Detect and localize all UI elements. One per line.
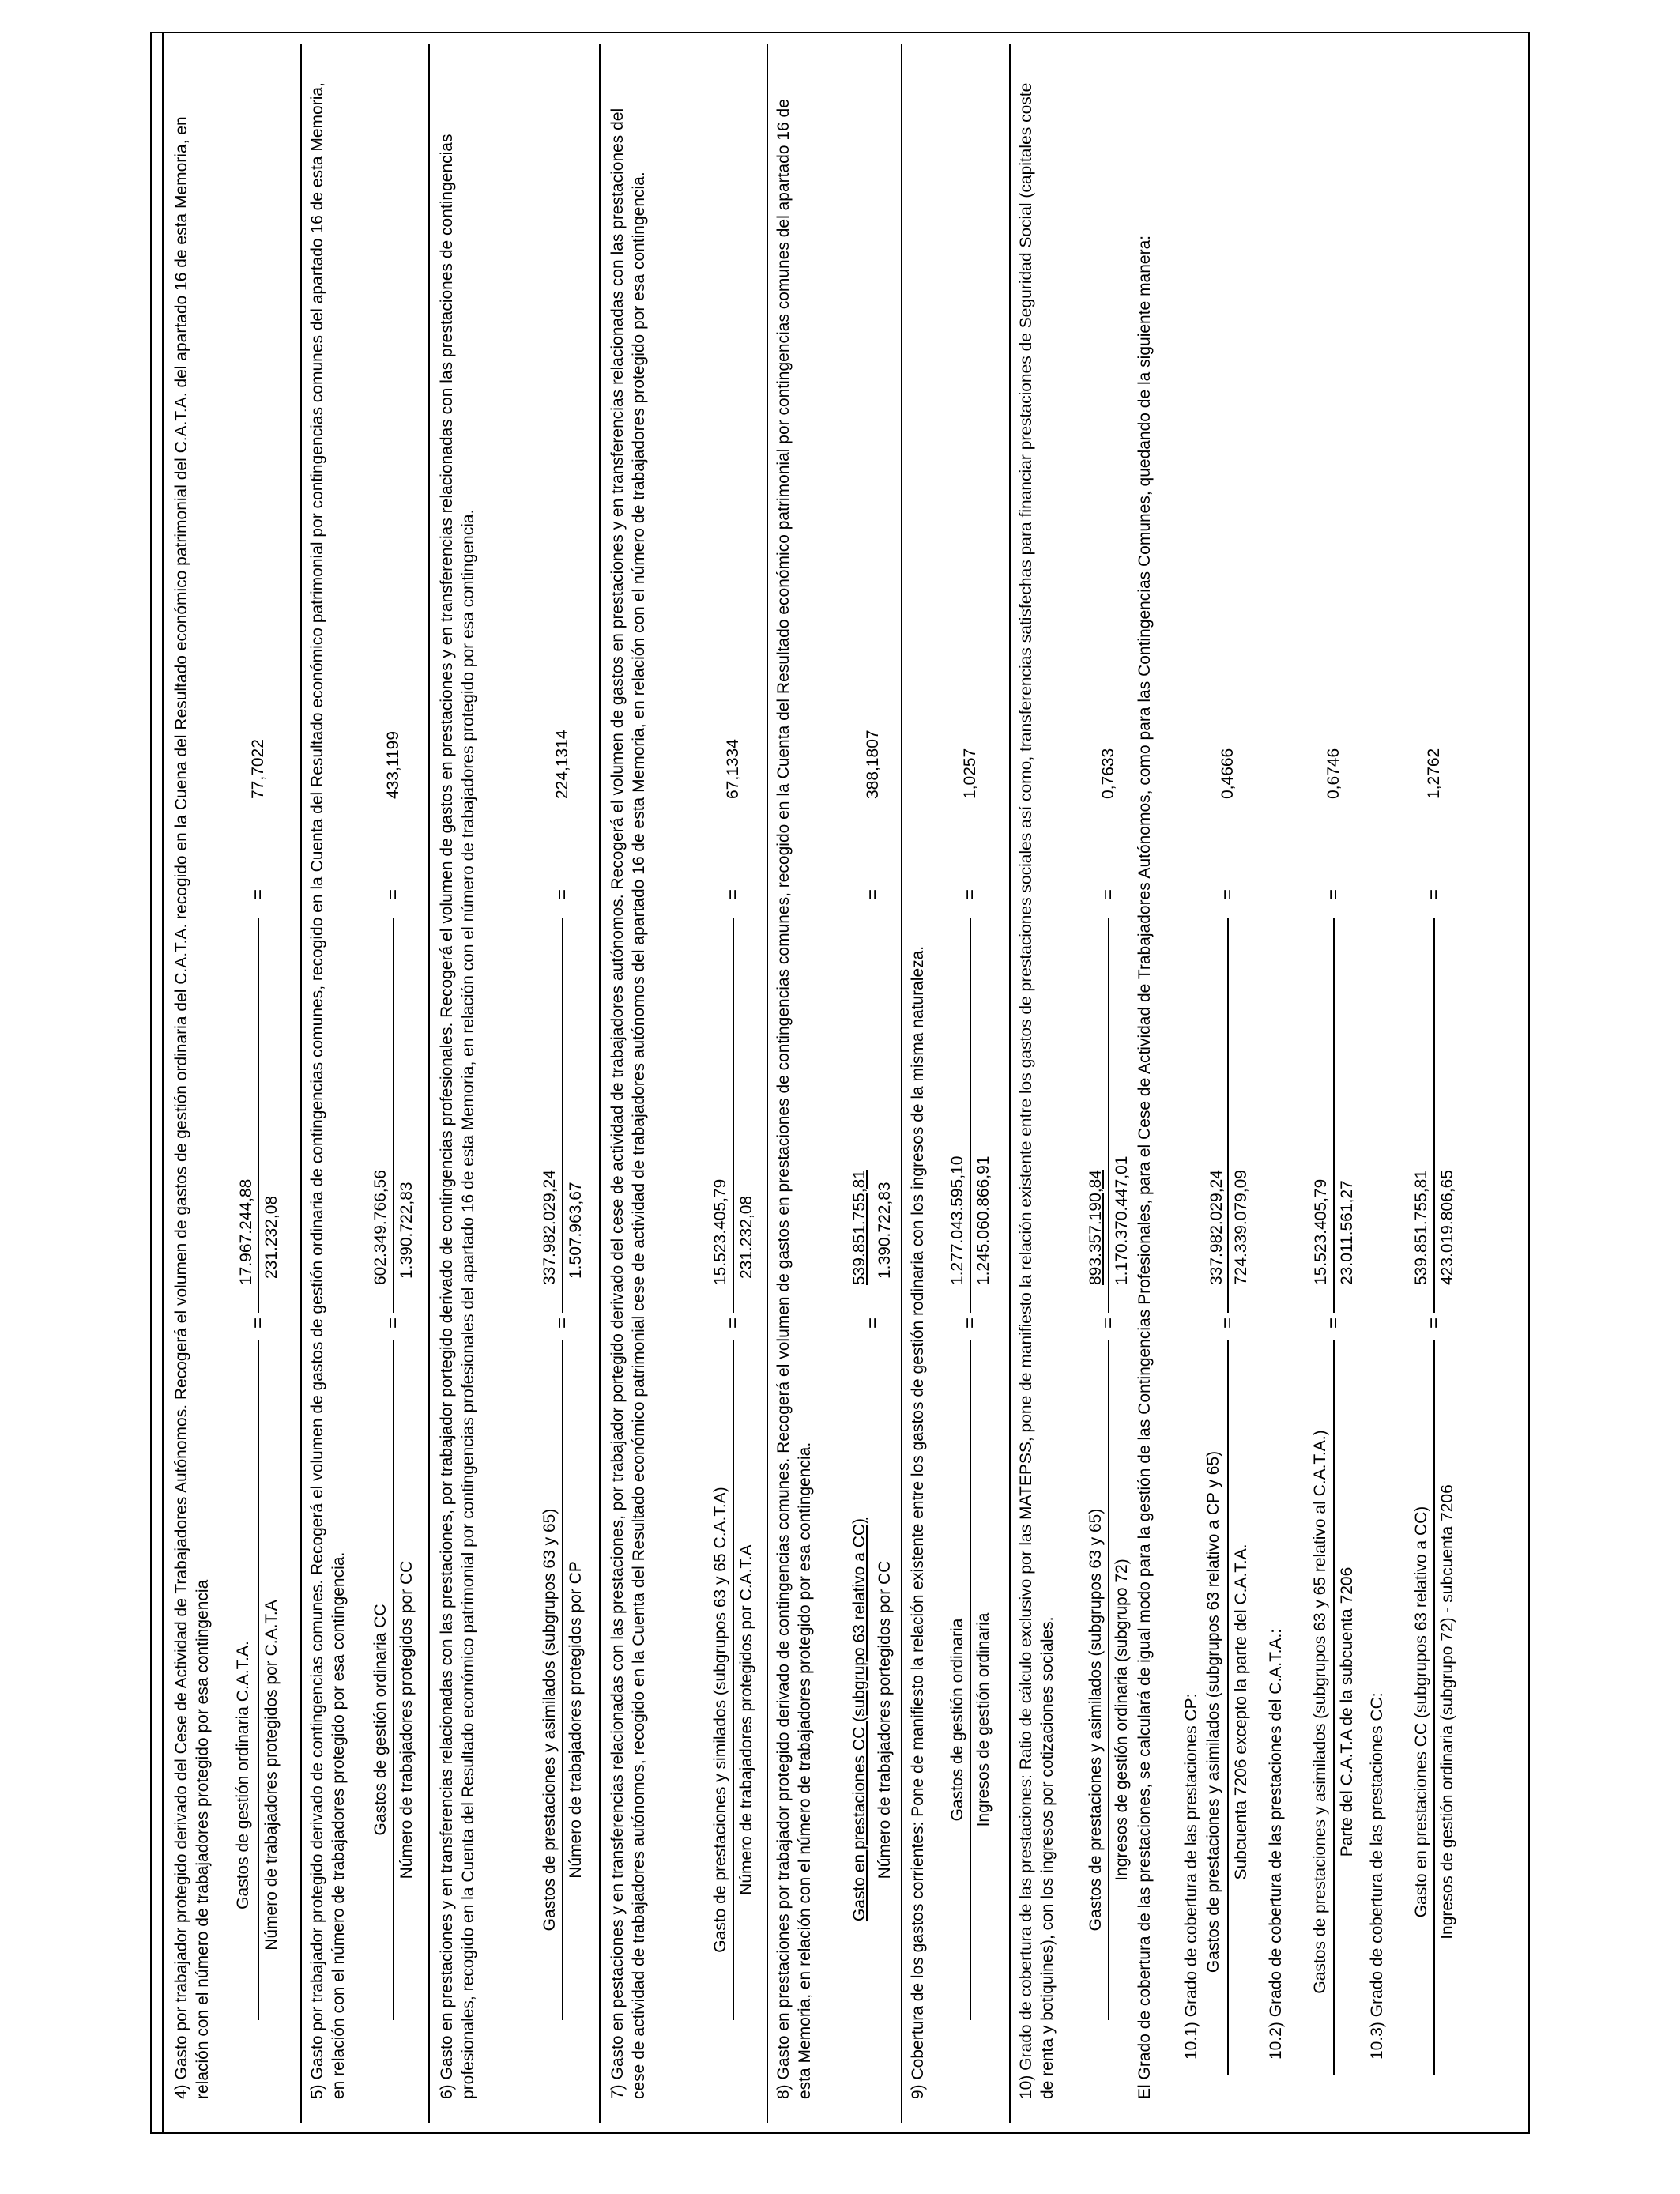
margin-rule [162,32,164,2134]
denominator-value: 23.011.561,27 [1338,1180,1356,1285]
equals-sign: = [1323,888,1344,900]
denominator-value: 231.232,08 [262,1195,281,1279]
result-value: 1,0257 [961,748,979,799]
numerator-value: 15.523.405,79 [1312,1178,1330,1285]
equals-sign: = [1217,888,1238,900]
numerator-label: Gasto en prestaciones CC (subgrupo 63 relativo a CC) [850,1517,868,1922]
equals-sign: = [382,1317,404,1329]
equals-sign: = [552,888,573,900]
equals-sign: = [862,1317,883,1329]
ratio-section-7 [599,44,765,2123]
ratio-section-4 [164,44,299,2123]
section-text: 7) Gasto en pestaciones y en transferencias relacionadas con las prestaciones, por trabajador portegido derivado del cese de actividad de trabajadores autónomos. Recogerá el volumen de gastos en prestaciones y en transferencias relacionadas con las prestaciones del cese de actividad de trabajadores autónomos, recogido en la Cuenta del Resultado económico patrimonial cese de actividad de trabajadores autónomos del apartado 16 de esta Memoria, en relación con el número de trabajadores protegido por esa contingencia. [608,107,648,2099]
result-value: 67,1334 [724,739,742,799]
value-fraction-line [258,918,259,1313]
denominator-label: Número de trabajadores portegidos por CC [876,1560,894,1879]
result-value: 224,1314 [553,729,571,799]
equals-sign: = [959,1317,981,1329]
numerator-label: Gastos de gestión ordinaria CC [371,1604,390,1836]
numerator-value: 337.982.029,24 [1207,1170,1226,1285]
ratio-section-9 [901,44,1008,2123]
fraction-line [258,1340,259,2020]
equals-sign: = [1423,888,1445,900]
numerator-label: Gastos de prestaciones y asimilados (subgrupos 63 relativo a CP y 65) [1204,1450,1222,1973]
fraction-line [970,1340,971,2020]
denominator-label: Ingresos de gestión ordinaria (subgrupo 72) [1113,1559,1131,1881]
ratio-section-8 [767,44,899,2123]
equals-sign: = [1217,1317,1238,1329]
result-value: 1,2762 [1425,748,1443,799]
section-text: 8) Gasto en prestaciones por trabajador protegido derivado de contingencias comunes. Recogerá el volumen de gastos en prestaciones de contingencias comunes, recogido en la Cuenta del Resultado económico patrimonial por contingencias comunes del apartado 16 de esta Memoria, en relación con el número de trabajadores protegido por esa contingencia. [774,99,814,2099]
denominator-value: 1.390.722,83 [397,1182,416,1279]
denominator-value: 423.019.806,65 [1438,1170,1456,1285]
result-value: 0,6746 [1324,748,1343,799]
section-text: 6) Gasto en prestaciones y en transferencias relacionadas con las prestaciones, por trabajador portegido derivado de contingencias profesionales. Recogerá el volumen de gastos en prestaciones y en transferencias relacionadas con las prestaciones de contingencias profesionales, recogido en la Cuenta del Resultado económico patrimonial por contingencias profesionales del apartado 16 de esta Memoria, en relación con el número de trabajadores protegido por esa contingencia. [438,134,477,2099]
numerator-label: Gastos de gestión ordinaria C.A.T.A. [234,1641,252,1909]
fraction-line [393,1340,394,2020]
equals-sign: = [1098,888,1119,900]
equals-sign: = [959,888,981,900]
ratio-section-6 [428,44,597,2123]
numerator-value: 539.851.755,81 [1412,1170,1430,1285]
numerator-label: Gastos de prestaciones y asimilados (subgrupos 63 y 65) [541,1508,559,1932]
numerator-value: 17.967.244,88 [237,1178,255,1285]
numerator-value: 602.349.766,56 [371,1170,390,1285]
equals-sign: = [247,1317,269,1329]
denominator-label: Número de trabajadores protegidos por C.A.T.A [737,1544,755,1895]
value-fraction-line [393,918,394,1313]
equals-sign: = [722,888,744,900]
rotated-content [164,44,1525,2123]
fraction-line [1227,1340,1229,2075]
ratio-section-5 [300,44,427,2123]
denominator-label: Parte del C.A.T.A de la subcuenta 7206 [1338,1566,1356,1857]
numerator-label: Gastos de prestaciones y asimilados (subgrupos 63 y 65) [1087,1508,1105,1932]
value-fraction-line [1333,918,1335,1313]
numerator-label: Gastos de gestión ordinaria [948,1618,966,1822]
denominator-label: Subcuenta 7206 excepto la parte del C.A.T.A. [1232,1544,1250,1880]
subsection-title: 10.1) Grado de cobertura de las prestaciones CP: [1182,1693,1200,2060]
equals-sign: = [1098,1317,1119,1329]
ratio-section-10 [1009,44,1525,2123]
denominator-value: 231.232,08 [737,1195,755,1279]
value-fraction-line [1108,918,1109,1313]
section-text: 4) Gasto por trabajador protegido derivado del Cese de Actividad de Trabajadores Autónomos. Recogerá el volumen de gastos de gestión ordinaria del C.A.T.A. recogido en la Cuena del Resultado económico patrimonial del C.A.T.A. del apartado 16 de esta Memoria, en relación con el número de trabajadores protegido por esa contingencia [172,116,212,2099]
section-text: 9) Cobertura de los gastos corrientes: Pone de manifiesto la relación existente entre los gastos de gestión rodinaria con los ingresos de la misma naturaleza. [909,945,927,2099]
numerator-label: Gasto de prestaciones y similados (subgrupos 63 y 65 C.A.T.A) [711,1487,729,1953]
section-text: 10) Grado de cobertura de las prestaciones: Ratio de cálculo exclusivo por las MATEPSS, pone de manifiesto la relación existente entre los gastos de prestaciones sociales así como, transferencias satisfechas para financiar prestaciones de Seguridad Social (capitales coste de renta y botiquines), con los ingresos por cotizaciones sociales. [1017,82,1057,2099]
equals-sign: = [862,888,883,900]
section-text-2: El Grado de cobertura de las prestaciones, se calculará de igual modo para la gestión de las Contingencias Profesionales, para el Cese de Actividad de Trabajadores Autónomos, como para las Contingencias Comunes, quedando de la siguiente manera: [1136,235,1154,2099]
fraction-line [733,1340,734,2020]
numerator-value: 15.523.405,79 [711,1178,729,1285]
denominator-label: Número de trabajadores protegidos por CC [397,1560,416,1879]
equals-sign: = [1323,1317,1344,1329]
fraction-line [1433,1340,1435,2075]
value-fraction-line [733,918,734,1313]
denominator-value: 1.245.060.866,91 [974,1155,993,1285]
value-fraction-line [970,918,971,1313]
subsection-title: 10.2) Grado de cobertura de las prestaciones del C.A.T.A.: [1267,1628,1285,2060]
result-value: 77,7022 [249,739,267,799]
denominator-value: 724.339.079,09 [1232,1170,1250,1285]
denominator-value: 1.390.722,83 [876,1182,894,1279]
result-value: 0,4666 [1219,748,1237,799]
denominator-value: 1.507.963,67 [567,1182,585,1279]
equals-sign: = [1423,1317,1445,1329]
equals-sign: = [382,888,404,900]
subsection-title: 10.3) Grado de cobertura de las prestaciones CC: [1368,1692,1386,2060]
denominator-label: Número de trabajadores protegidos por CP [567,1561,585,1879]
denominator-label: Ingresos de gestión ordinaria (subgrupo 72) - subcuenta 7206 [1438,1484,1456,1940]
numerator-label: Gastos de prestaciones y asimilados (subgrupos 63 y 65 relativo al C.A.T.A.) [1311,1430,1329,1994]
numerator-value: 1.277.043.595,10 [948,1155,966,1285]
numerator-label: Gasto en prestaciones CC (subgrupos 63 relativo a CC) [1412,1506,1430,1918]
value-fraction-line [562,918,563,1313]
fraction-line [1333,1340,1335,2075]
result-value: 388,1807 [864,729,882,799]
denominator-label: Número de trabajadores protegidos por C.A.T.A [262,1600,281,1951]
numerator-value: 893.357.190,84 [1087,1170,1105,1285]
denominator-value: 1.170.370.447,01 [1113,1155,1131,1285]
result-value: 0,7633 [1099,748,1117,799]
numerator-value: 337.982.029,24 [541,1170,559,1285]
value-fraction-line [1227,918,1229,1313]
equals-sign: = [247,888,269,900]
fraction-line [1108,1340,1109,2020]
section-text: 5) Gasto por trabajador protegido derivado de contingencias comunes. Recogerá el volumen de gastos de gestión ordinaria de contingencias comunes, recogido en la Cuenta del Resultado económico patrimonial por contingencias comunes del apartado 16 de esta Memoria, en relación con el número de trabajadores protegido por esa contingencia. [308,82,348,2099]
denominator-label: Ingresos de gestión ordinaria [974,1612,993,1827]
fraction-line [562,1340,563,2020]
equals-sign: = [552,1317,573,1329]
value-fraction-line [1433,918,1435,1313]
equals-sign: = [722,1317,744,1329]
numerator-value: 539.851.755,81 [850,1170,868,1285]
result-value: 433,1199 [384,730,402,799]
